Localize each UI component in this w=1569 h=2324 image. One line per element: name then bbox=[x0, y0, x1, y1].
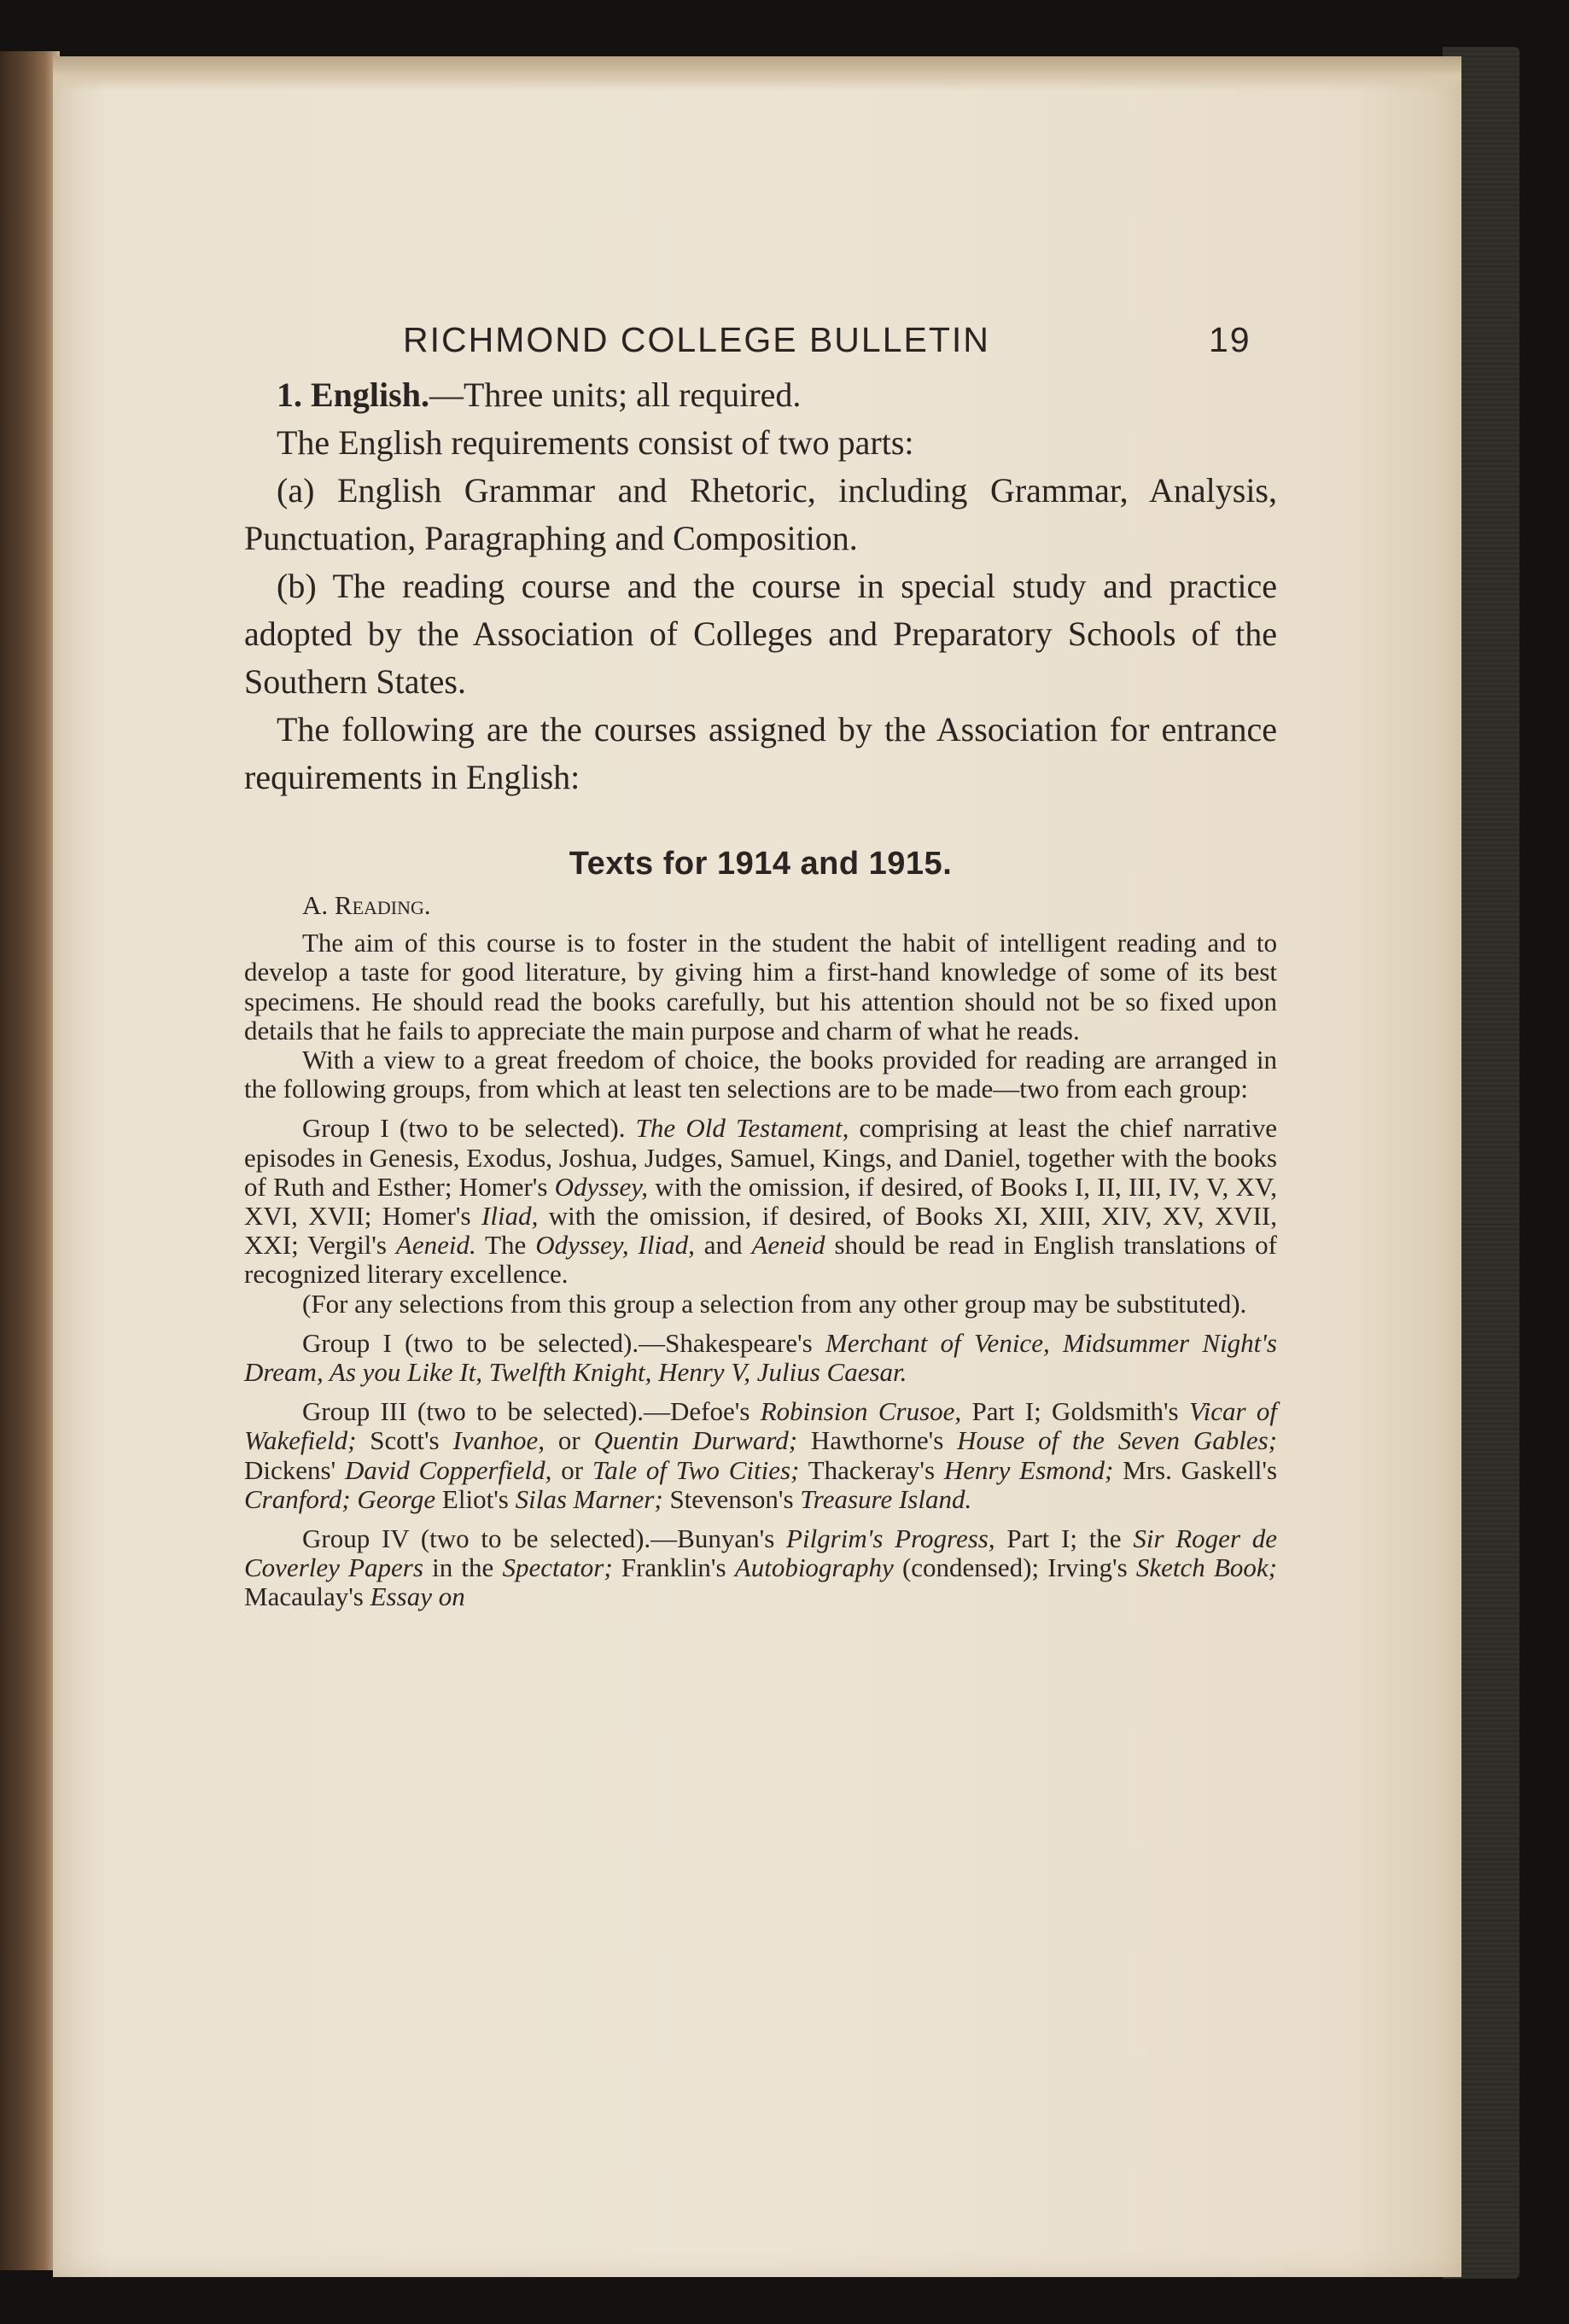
group-3-title: Henry Esmond; bbox=[943, 1454, 1114, 1485]
group-1-text: The bbox=[475, 1230, 536, 1261]
reading-aim: The aim of this course is to foster in the student the habit of intelligent reading and to develop a taste for good literature, by giving him a first-hand knowledge of some of its best specimens. He should read the books carefully, but his attention should not be so fixed upon details that he fails to appreciate the main purpose and charm of what he reads. bbox=[244, 928, 1277, 1046]
page-worn-top-edge bbox=[53, 56, 1461, 90]
english-item-label: 1. English. bbox=[277, 376, 429, 414]
group-4-title: Sir Roger de Coverley Papers bbox=[244, 1523, 1278, 1583]
group-1-title: Aeneid bbox=[751, 1230, 825, 1261]
group-2-lead: Group I (two to be selected).—Shakespeare's bbox=[302, 1327, 825, 1358]
group-3-title: Treasure Island. bbox=[800, 1483, 972, 1514]
page-content bbox=[244, 320, 1277, 1612]
group-1-text: with the omission, if desired, of Books XI, XIII, XIV, XV, XVII, XXI; Vergil's bbox=[244, 1201, 1277, 1261]
group-3-text: or bbox=[545, 1425, 594, 1456]
group-1-text: and bbox=[694, 1230, 752, 1261]
group-4-title: Sketch Book; bbox=[1135, 1552, 1277, 1583]
english-paragraph-3: (b) The reading course and the course in special study and practice adopted by the Association of Colleges and Preparatory Schools of the Southern States. bbox=[244, 567, 1277, 701]
group-4-text: (condensed); Irving's bbox=[893, 1552, 1136, 1583]
group-3-title: Robinsion Crusoe, bbox=[760, 1396, 962, 1427]
group-3-text: or bbox=[551, 1454, 592, 1485]
group-1-title: The Old Testament, bbox=[635, 1113, 849, 1144]
group-4-title: Spectator; bbox=[502, 1552, 613, 1583]
group-3-title: Tale of Two Cities; bbox=[592, 1454, 800, 1485]
group-3-title: Quentin Durward; bbox=[593, 1425, 798, 1456]
group-1-title: Odyssey, bbox=[554, 1171, 649, 1202]
group-3-title: Vicar of Wakefield; bbox=[244, 1396, 1278, 1456]
english-section bbox=[244, 371, 1277, 801]
english-paragraph-4: The following are the courses assigned by the Association for entrance requirements in English: bbox=[244, 710, 1277, 796]
reading-label: A. Reading. bbox=[302, 890, 431, 920]
group-1-text: comprising at least the chief narrative episodes in Genesis, Exodus, Joshua, Judges, Samuel, Kings, and Daniel, together with the books of Ruth and Esther; Homer's bbox=[244, 1113, 1277, 1202]
group-3-title: House of the Seven Gables; bbox=[957, 1425, 1277, 1456]
group-3-title: Silas Marner; bbox=[515, 1483, 663, 1514]
reading-section bbox=[244, 891, 1277, 1612]
group-2-titles: Merchant of Venice, Midsummer Night's Dream, As you Like It, Twelfth Knight, Henry V, Julius Caesar. bbox=[244, 1327, 1277, 1388]
reading-choice: With a view to a great freedom of choice, the books provided for reading are arranged in the following groups, from which at least ten selections are to be made—two from each group: bbox=[244, 1045, 1277, 1104]
group-3-title: Cranford; George bbox=[244, 1483, 436, 1514]
group-1 bbox=[244, 1114, 1277, 1289]
group-4-text: Part I; the bbox=[994, 1523, 1134, 1554]
english-paragraph-2: (a) English Grammar and Rhetoric, including Grammar, Analysis, Punctuation, Paragraphing and Composition. bbox=[244, 471, 1277, 557]
english-paragraph-1: The English requirements consist of two parts: bbox=[277, 423, 914, 462]
group-4-title: Essay on bbox=[370, 1581, 465, 1612]
group-4 bbox=[244, 1524, 1277, 1612]
group-3-text: Eliot's bbox=[435, 1483, 516, 1514]
group-3-title: David Copperfield, bbox=[344, 1454, 552, 1485]
group-3 bbox=[244, 1397, 1277, 1514]
page-number: 19 bbox=[1209, 320, 1251, 359]
running-head bbox=[244, 320, 1277, 371]
group-note: (For any selections from this group a selection from any other group may be substituted). bbox=[302, 1288, 1247, 1319]
group-4-text: Franklin's bbox=[612, 1552, 735, 1583]
group-3-text: Scott's bbox=[356, 1425, 453, 1456]
group-2 bbox=[244, 1329, 1277, 1387]
group-4-title: Autobiography bbox=[734, 1552, 894, 1583]
group-3-text: Mrs. Gaskell's bbox=[1113, 1454, 1278, 1485]
group-4-text: in the bbox=[423, 1552, 503, 1583]
group-1-text: should be read in English translations of recognized literary excellence. bbox=[244, 1230, 1278, 1290]
group-3-text: Thackeray's bbox=[799, 1454, 944, 1485]
group-4-text: Macaulay's bbox=[244, 1581, 370, 1612]
group-3-lead: Group III (two to be selected).—Defoe's bbox=[302, 1396, 761, 1427]
english-item-text: —Three units; all required. bbox=[429, 376, 802, 414]
group-1-lead: Group I (two to be selected). bbox=[302, 1113, 626, 1144]
book-binding-left bbox=[0, 51, 60, 2270]
group-3-text: Stevenson's bbox=[662, 1483, 801, 1514]
running-head-title: RICHMOND COLLEGE BULLETIN bbox=[403, 320, 990, 359]
group-3-text: Hawthorne's bbox=[797, 1425, 958, 1456]
group-1-title: Iliad, bbox=[481, 1201, 539, 1232]
group-1-title: Odyssey, Iliad, bbox=[535, 1230, 695, 1261]
texts-heading: Texts for 1914 and 1915. bbox=[569, 846, 953, 882]
group-4-lead: Group IV (two to be selected).—Bunyan's bbox=[302, 1523, 787, 1554]
group-3-text: Part I; Goldsmith's bbox=[961, 1396, 1189, 1427]
english-item bbox=[244, 371, 1277, 419]
group-4-title: Pilgrim's Progress, bbox=[786, 1523, 995, 1554]
group-3-text: Dickens' bbox=[244, 1454, 345, 1485]
group-1-title: Aeneid. bbox=[395, 1230, 476, 1261]
group-1-text: with the omission, if desired, of Books I, II, III, IV, V, XV, XVI, XVII; Homer's bbox=[244, 1171, 1277, 1232]
group-3-title: Ivanhoe, bbox=[452, 1425, 545, 1456]
